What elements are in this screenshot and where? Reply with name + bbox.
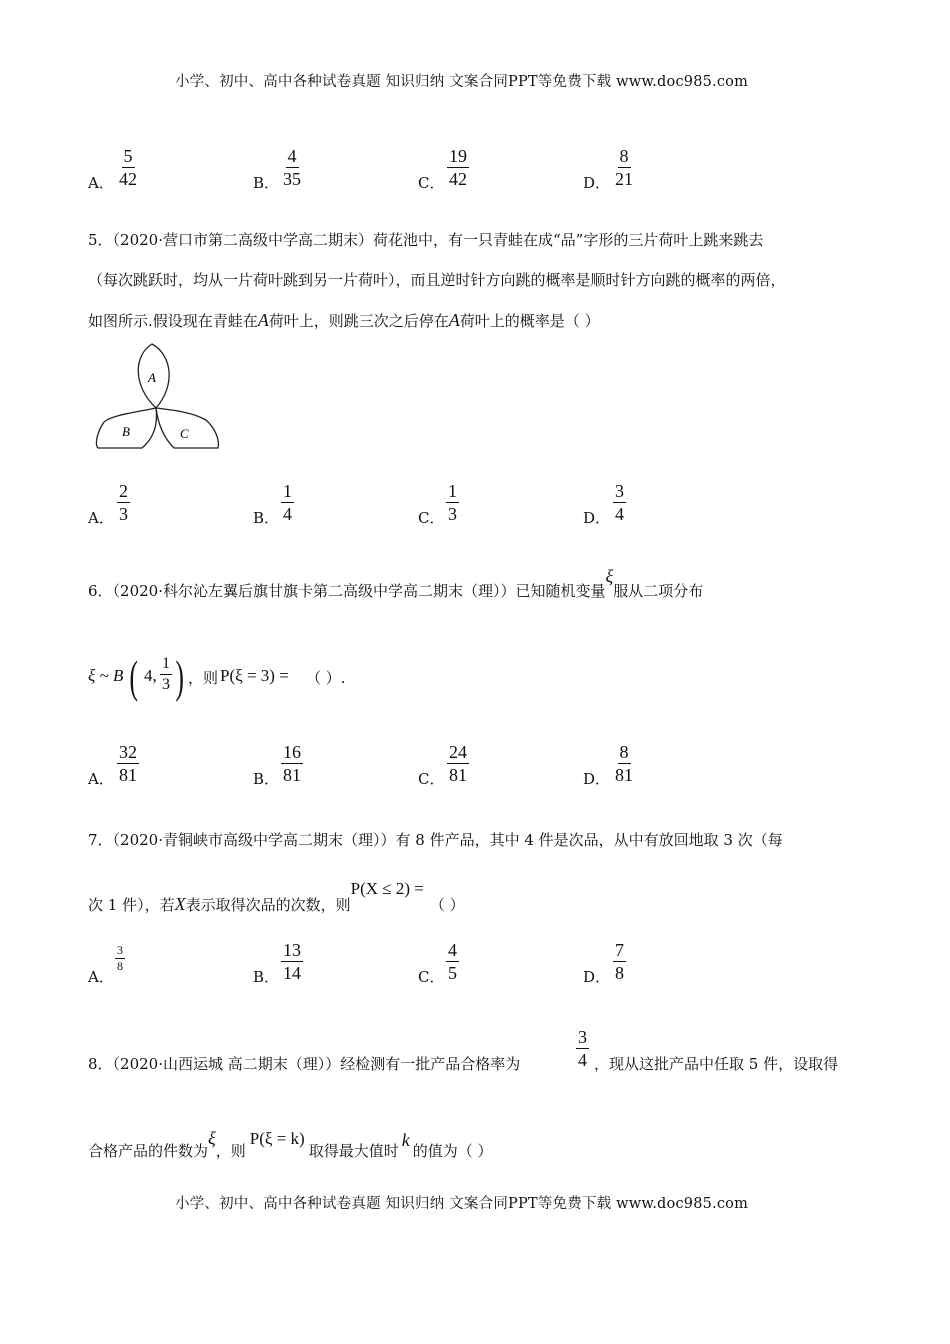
q4-option-a-fraction: $\frac{5}{42}$ [119, 146, 137, 189]
var-xi: ξ [605, 566, 614, 586]
pad-a-label: A [148, 370, 156, 385]
q5-option-b-fraction: $\frac{1}{4}$ [283, 481, 292, 524]
q7-option-d-fraction: $\frac{7}{8}$ [615, 940, 624, 983]
q5-line-3: 如图所示.假设现在青蛙在A荷叶上，则跳三次之后停在A荷叶上的概率是（ ） [88, 310, 600, 330]
lily-pad-figure [92, 340, 222, 455]
var-xi: ξ [208, 1128, 216, 1148]
q4-option-a-label: A． [88, 174, 114, 192]
q7-option-c-fraction: $\frac{4}{5}$ [448, 940, 457, 983]
pass-rate-fraction: $\frac{3}{4}$ [578, 1027, 587, 1070]
q6-option-d-fraction: $\frac{8}{81}$ [615, 742, 633, 785]
left-paren: ( [129, 651, 138, 702]
q7-option-a-fraction: $\frac{3}{8}$ [117, 943, 123, 973]
q6-option-a-fraction: $\frac{32}{81}$ [119, 742, 137, 785]
var-k: k [401, 1130, 410, 1150]
q7-option-b-fraction: $\frac{13}{14}$ [283, 940, 301, 983]
page-footer: 小学、初中、高中各种试卷真题 知识归纳 文案合同PPT等免费下载 www.doc985.com [175, 1196, 749, 1212]
q5-option-d-label: D． [583, 509, 611, 527]
q5-option-a-fraction: $\frac{2}{3}$ [119, 481, 128, 524]
q6-option-c-label: C． [418, 770, 445, 788]
q5-option-d-fraction: $\frac{3}{4}$ [615, 481, 624, 524]
q5-option-c-fraction: $\frac{1}{3}$ [448, 481, 457, 524]
q6-line-1: 6．（2020·科尔沁左翼后旗甘旗卡第二高级中学高二期末（理））已知随机变量ξ服从二项分布 [88, 566, 704, 600]
probability-expression: P(X ≤ 2) = [350, 879, 424, 898]
q6-option-b-label: B． [253, 770, 280, 788]
right-paren: ) [175, 651, 184, 702]
q4-option-b-fraction: $\frac{4}{35}$ [283, 146, 301, 189]
binomial-n: 4, [144, 666, 157, 685]
var-x: X [174, 894, 186, 914]
q7-option-d-label: D． [583, 968, 611, 986]
page-header: 小学、初中、高中各种试卷真题 知识归纳 文案合同PPT等免费下载 www.doc985.com [175, 74, 749, 90]
q7-option-c-label: C． [418, 968, 445, 986]
q7-option-a-label: A． [88, 968, 114, 986]
q4-option-b-label: B． [253, 174, 280, 192]
q4-option-c-fraction: $\frac{19}{42}$ [449, 146, 467, 189]
q7-line-2: 次 1 件），若X表示取得次品的次数，则P(X ≤ 2) =（ ） [88, 879, 465, 914]
q4-option-d-label: D． [583, 174, 611, 192]
pad-c-label: C [180, 426, 189, 441]
q7-line-1: 7．（2020·青铜峡市高级中学高二期末（理））有 8 件产品，其中 4 件是次品，从中有放回地取 3 次（每 [88, 831, 783, 849]
q7-option-b-label: B． [253, 968, 280, 986]
q5-option-b-label: B． [253, 509, 280, 527]
q8-line-1-b: ，现从这批产品中任取 5 件，设取得 [594, 1055, 839, 1073]
probability-expression: P(ξ = k) [249, 1129, 305, 1148]
q5-option-c-label: C． [418, 509, 445, 527]
binomial-p-fraction: $\frac{1}{3}$ [162, 655, 170, 693]
var-a: A [448, 310, 460, 330]
q5-option-a-label: A． [88, 509, 114, 527]
q6-option-c-fraction: $\frac{24}{81}$ [449, 742, 467, 785]
q4-option-d-fraction: $\frac{8}{21}$ [615, 146, 633, 189]
binomial-distribution-prefix: ξ ~ B [88, 666, 124, 685]
q6-option-d-label: D． [583, 770, 611, 788]
q6-option-a-label: A． [88, 770, 114, 788]
q5-line-2: （每次跳跃时，均从一片荷叶跳到另一片荷叶），而且逆时针方向跳的概率是顺时针方向跳的概率的两倍， [88, 271, 786, 289]
q4-option-c-label: C． [418, 174, 445, 192]
probability-expression: P(ξ = 3) = [220, 666, 289, 685]
q5-line-1: 5．（2020·营口市第二高级中学高二期末）荷花池中，有一只青蛙在成“品”字形的三片荷叶上跳来跳去 [88, 231, 764, 249]
var-a: A [257, 310, 269, 330]
pad-b-label: B [122, 424, 130, 439]
q8-line-1-a: 8．（2020·山西运城 高二期末（理））经检测有一批产品合格率为 [88, 1055, 521, 1073]
q8-line-2: 合格产品的件数为ξ，则P(ξ = k)取得最大值时k的值为（ ） [88, 1128, 493, 1160]
q6-option-b-fraction: $\frac{16}{81}$ [283, 742, 301, 785]
